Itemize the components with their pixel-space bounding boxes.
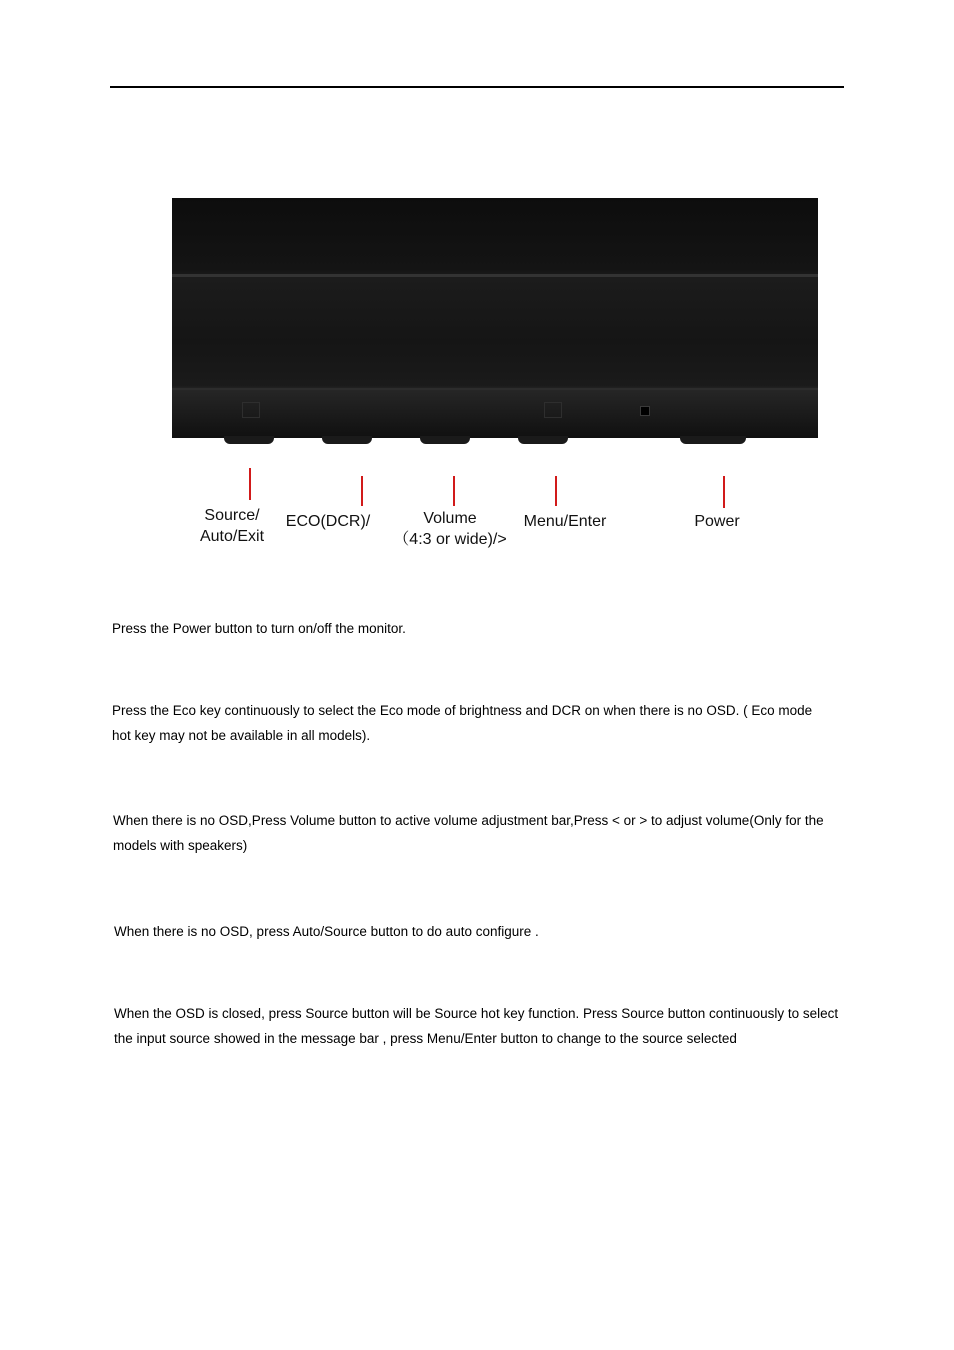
menu-key [518,436,568,444]
bezel-edge [172,388,818,390]
volume-label-line2: （4:3 or wide)/> [393,531,507,548]
bezel-seam [172,274,818,277]
monitor-bezel-figure [172,198,820,448]
source-key [224,436,274,444]
menu-key-icon [544,402,562,418]
volume-key [420,436,470,444]
eco-label: ECO(DCR)/ [285,513,371,530]
header-rule [110,86,844,88]
eco-paragraph: Press the Eco key continuously to select the Eco mode of brightness and DCR on when there is no OSD. ( Eco mode hot key may not be available in all models). [112,703,813,743]
volume-label-line1: Volume [423,510,477,527]
power-pointer [723,476,725,508]
source-label-line2: Auto/Exit [199,528,265,545]
source-label-line1: Source/ [204,507,260,524]
power-label: Power [694,513,740,530]
volume-pointer [453,476,455,506]
power-key [680,436,746,444]
source-label [180,505,284,547]
auto-paragraph: When there is no OSD, press Auto/Source button to do auto configure . [114,924,539,939]
power-paragraph: Press the Power button to turn on/off the monitor. [112,621,406,636]
menu-pointer [555,476,557,506]
eco-pointer [361,476,363,506]
power-led-icon [640,406,650,416]
menu-label: Menu/Enter [523,513,607,530]
monitor-bezel-photo [172,198,818,438]
volume-label [380,508,520,550]
source-paragraph: When the OSD is closed, press Source button will be Source hot key function. Press Source button continuously to select the input source showed in the message bar , press Menu/Enter button to change to the source selected [114,1006,839,1046]
source-key-icon [242,402,260,418]
volume-paragraph: When there is no OSD,Press Volume button to active volume adjustment bar,Press < or > to adjust volume(Only for the models with speakers) [113,813,824,853]
source-pointer [249,468,251,500]
eco-key [322,436,372,444]
